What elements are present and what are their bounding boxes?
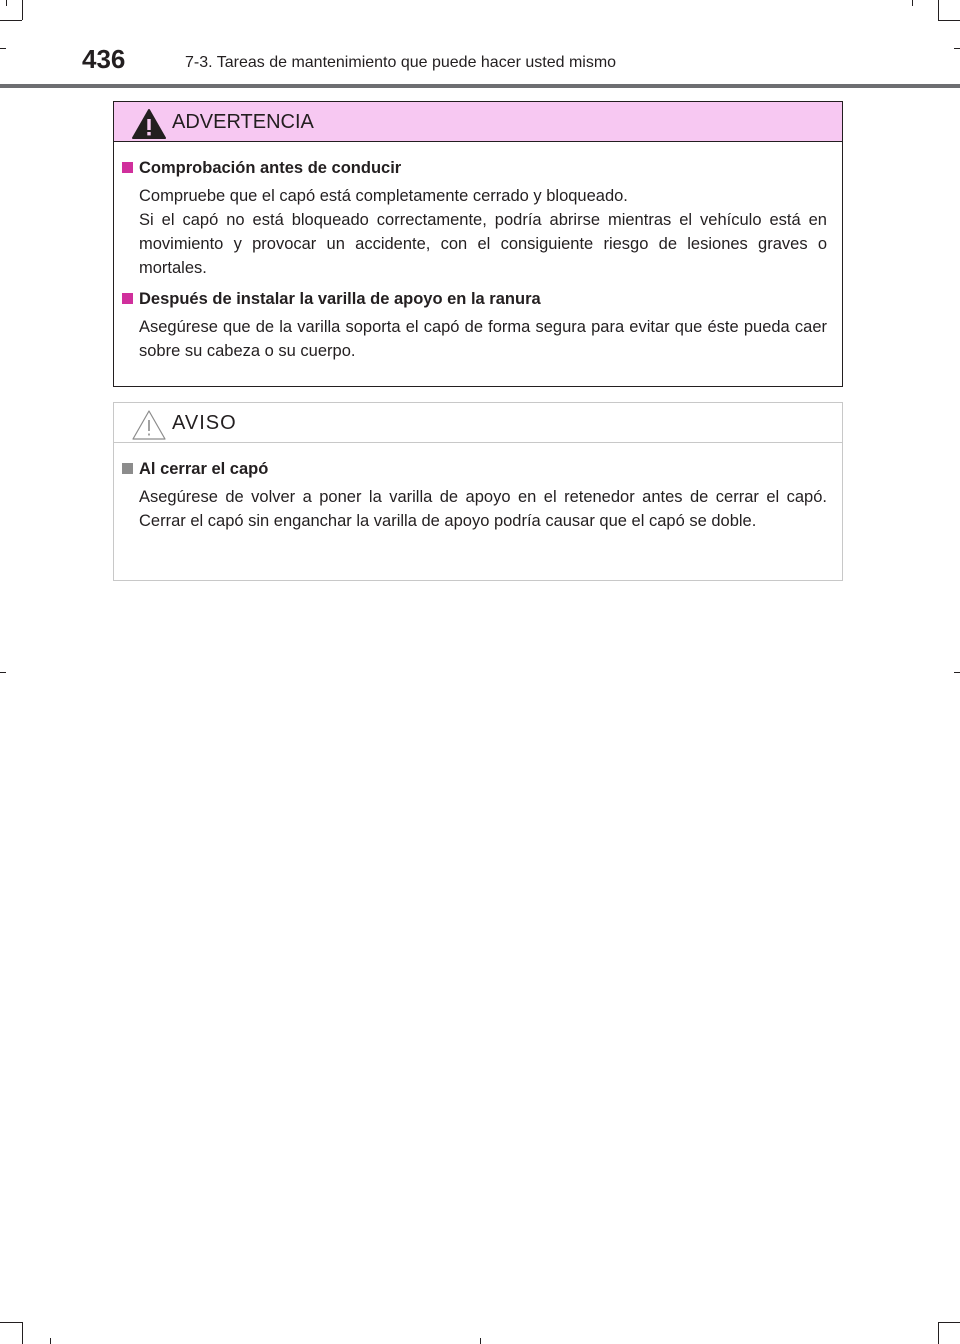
item-heading [122,287,827,311]
page-number: 436 [82,44,126,74]
item-line: Asegúrese que de la varilla soporta el capó de forma segura para evitar que éste pueda caer sobre su cabeza o su cuerpo. [139,318,827,360]
item-line: Si el capó no está bloqueado correctamente, podría abrirse mientras el vehículo está en movimiento y provocar un accidente, con el consiguiente riesgo de lesiones graves o mortales. [139,211,827,277]
square-bullet-icon [122,162,133,173]
header-rule [0,84,960,88]
square-bullet-icon [122,463,133,474]
square-bullet-icon [122,293,133,304]
warning-title: ADVERTENCIA [172,111,314,133]
item-line: Compruebe que el capó está completamente cerrado y bloqueado. [139,187,628,205]
notice-body [114,443,842,533]
item-text [122,315,827,363]
warning-box [113,101,843,387]
caution-outline-icon [131,409,167,441]
page-header [0,0,960,90]
crop-mark [954,672,960,673]
crop-mark [938,1322,939,1344]
crop-mark [0,672,6,673]
warning-header [114,102,842,142]
warning-body [114,142,842,363]
item-heading [122,156,827,180]
notice-title: AVISO [172,412,237,434]
item-heading-text: Después de instalar la varilla de apoyo en la ranura [139,290,541,308]
item-heading [122,457,827,481]
item-text [122,485,827,533]
warning-triangle-icon [131,108,167,140]
crop-mark [50,1338,51,1344]
crop-mark [938,1322,960,1323]
item-heading-text: Al cerrar el capó [139,460,269,478]
crop-mark [0,1322,22,1323]
item-line: Asegúrese de volver a poner la varilla de apoyo en el retenedor antes de cerrar el capó. Cerrar el capó sin enganchar la varilla de apoyo podría causar que el capó se doble. [139,488,827,530]
section-title: 7-3. Tareas de mantenimiento que puede hacer usted mismo [185,54,617,71]
crop-mark [480,1338,481,1344]
notice-box [113,402,843,581]
notice-header [114,403,842,443]
item-text [122,184,827,280]
crop-mark [22,1322,23,1344]
item-heading-text: Comprobación antes de conducir [139,159,402,177]
